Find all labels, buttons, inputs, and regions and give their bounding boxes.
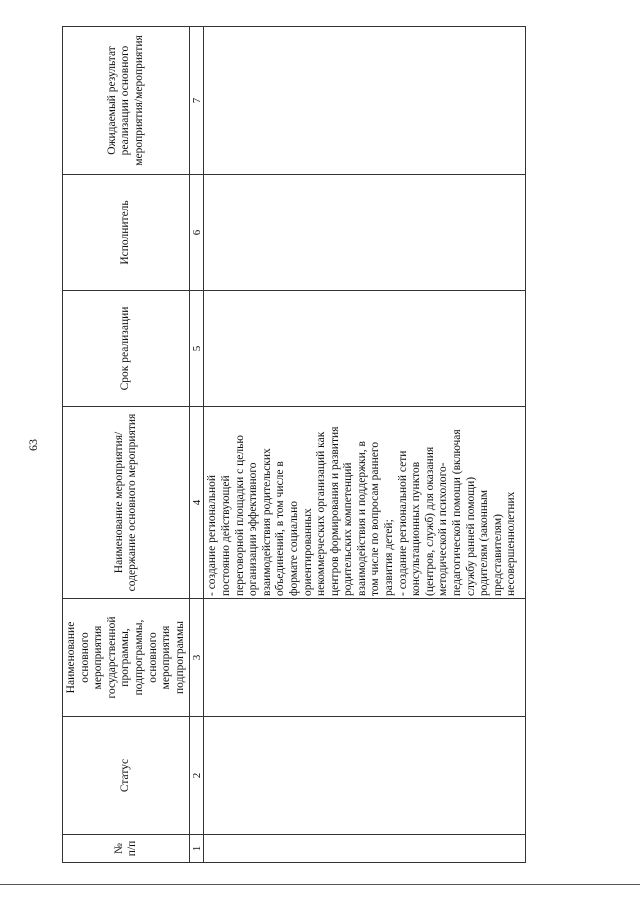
content-line: организации эффективного — [247, 462, 260, 596]
header-main-event: Наименование основного мероприятия государственной программы, подпрограммы, основного мероприятия подпрограммы — [63, 599, 190, 717]
cell-executor — [204, 175, 526, 291]
content-line: взаимодействия родительских — [260, 448, 273, 596]
content-line: методической и психолого- — [437, 462, 450, 596]
content-line: взаимодействия и поддержки, в — [355, 441, 368, 596]
header-term: Срок реализации — [63, 291, 190, 407]
page-number: 63 — [26, 439, 40, 451]
cell-num — [204, 835, 526, 863]
column-number-7: 7 — [190, 27, 204, 175]
content-line: ориентированных — [301, 508, 314, 596]
header-row — [63, 27, 190, 863]
cell-status — [204, 717, 526, 835]
content-line: несовершеннолетних — [505, 491, 518, 596]
content-line: некоммерческих организаций как — [315, 431, 328, 596]
column-number-1: 1 — [190, 835, 204, 863]
column-number-3: 3 — [190, 599, 204, 717]
header-num: № п/п — [63, 835, 190, 863]
column-number-4: 4 — [190, 407, 204, 599]
program-table — [62, 26, 526, 863]
content-line: (центров, служб) для оказания — [423, 446, 436, 596]
content-line: - создание региональной сети — [396, 450, 409, 596]
table-row — [204, 27, 526, 863]
content-line: формате социально — [287, 500, 300, 596]
column-number-2: 2 — [190, 717, 204, 835]
content-line: объединений, в том числе в — [274, 461, 287, 596]
header-result: Ожидаемый результат реализации основного мероприятия/мероприятия — [63, 27, 190, 175]
header-executor: Исполнитель — [63, 175, 190, 291]
content-line: центров формирования и развития — [328, 426, 341, 596]
content-line: постоянно действующей — [219, 475, 232, 596]
content-line: педагогической помощи (включая — [451, 429, 464, 596]
content-line: развития детей; — [383, 519, 396, 596]
content-line: представителям) — [491, 514, 504, 596]
column-number-5: 5 — [190, 291, 204, 407]
cell-result — [204, 27, 526, 175]
program-table-rotated — [62, 27, 526, 863]
header-event-content: Наименование мероприятия/содержание основного мероприятия — [63, 407, 190, 599]
bottom-rule — [0, 884, 640, 885]
cell-term — [204, 291, 526, 407]
header-status: Статус — [63, 717, 190, 835]
content-line: службу ранней помощи) — [464, 476, 477, 596]
cell-main-event — [204, 599, 526, 717]
column-number-6: 6 — [190, 175, 204, 291]
program-table-wrapper — [62, 27, 526, 863]
content-line: родительских компетенций — [342, 462, 355, 596]
content-line: переговорной площадки с целью — [233, 435, 246, 596]
content-line: том числе по вопросам раннего — [369, 441, 382, 596]
content-line: - создание региональной — [206, 474, 219, 596]
content-line: консультационных пунктов — [410, 461, 423, 596]
content-line: родителям (законным — [478, 489, 491, 596]
cell-event-content — [204, 407, 526, 599]
column-number-row — [190, 27, 204, 863]
